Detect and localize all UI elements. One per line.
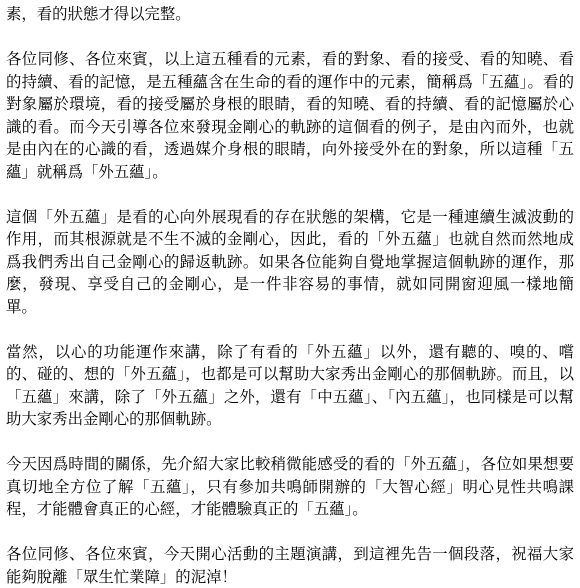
document-body [6,3,574,588]
paragraph-2: 各位同修、各位來賓，以上這五種看的元素，看的對象、看的接受、看的知曉、看的持續、看的記憶，是五種蘊含在生命的看的運作中的元素，簡稱爲「五蘊」。看的對象屬於環境，看的接受屬於身根的眼睛，看的知曉、看的持續、看的記憶屬於心識的看。而今天引導各位來發現金剛心的軌跡的這個看的例子，是由內而外，也就是由內在的心識的看，透過媒介身根的眼睛，向外接受外在的對象，所以這種「五蘊」就稱爲「外五蘊」。 [6,50,574,181]
paragraph-6: 各位同修、各位來賓，今天開心活動的主題演講，到這裡先告一個段落，祝福大家能夠脫離「眾生忙業障」的泥淖！ [6,545,574,586]
paragraph-4: 當然，以心的功能運作來講，除了有看的「外五蘊」以外，還有聽的、嗅的、嚐的、碰的、想的「外五蘊」，也都是可以幫助大家秀出金剛心的那個軌跡。而且，以「五蘊」來講，除了「外五蘊」之外，還有「中五蘊」、「內五蘊」，也同樣是可以幫助大家秀出金剛心的那個軌跡。 [6,342,574,428]
paragraph-5: 今天因爲時間的關係，先介紹大家比較稍微能感受的看的「外五蘊」，各位如果想要真切地全方位了解「五蘊」，只有參加共鳴師開辦的「大智心經」明心見性共鳴課程，才能體會真正的心經，才能體驗真正的「五蘊」。 [6,455,574,518]
paragraph-3: 這個「外五蘊」是看的心向外展現看的存在狀態的架構，它是一種連續生滅波動的作用，而其根源就是不生不滅的金剛心，因此，看的「外五蘊」也就自然而然地成爲我們秀出自己金剛心的歸返軌跡。如果各位能夠自覺地掌握這個軌跡的運作，那麼，發現、享受自己的金剛心，是一件非容易的事情，就如同開窗迎風一樣地簡單。 [6,207,574,316]
paragraph-1: 素，看的狀態才得以完整。 [6,5,191,23]
